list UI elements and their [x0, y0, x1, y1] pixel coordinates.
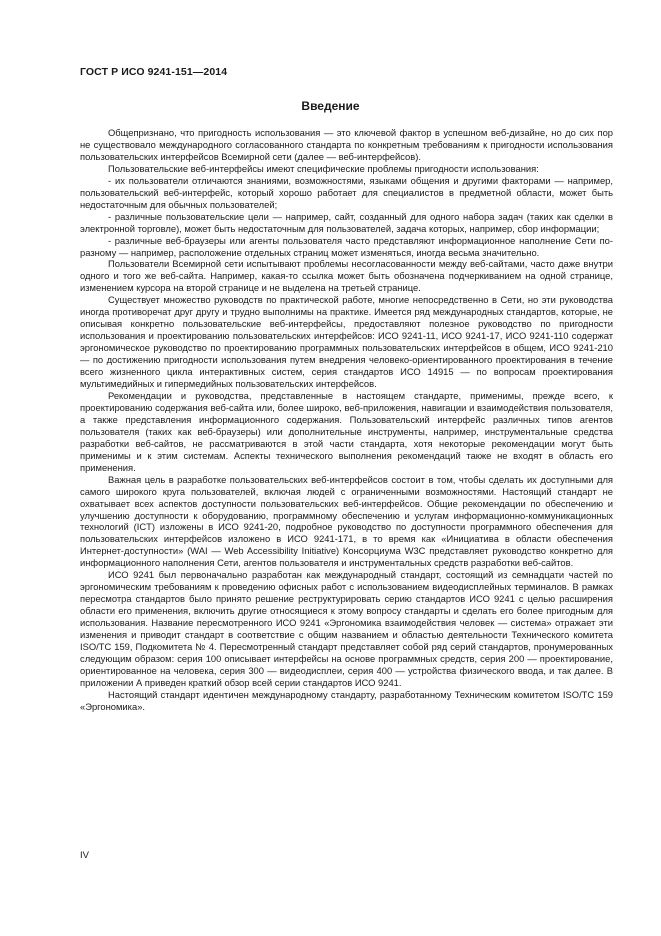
paragraph: Пользовательские веб-интерфейсы имеют специфические проблемы пригодности использования:	[108, 162, 539, 174]
paragraph: ИСО 9241 был первоначально разработан как международный стандарт, состоящий из семнадцати частей по эргономическим требованиям к проведению офисных работ с использованием видеодисплейных терминалов. В рамках пересмотра стандартов было принято решение реструктурировать серию стандартов ИСО 9241 с целью расширения области его применения, включить другие относящиеся к этому вопросу стандарты и сделать его более пригодным для использования. Название пересмотренного ИСО 9241 «Эргономика взаимодействия человек — система» отражает эти изменения и приводит стандарт в соответствие с общим названием и областью деятельности Технического комитета ISO/TC 159, Подкомитета № 4. Пересмотренный стандарт представляет собой ряд серий стандартов, пронумерованных следующим образом: серия 100 описывает интерфейсы на основе программных средств, серия 200 — проектирование, ориентированное на человека, серия 300 — видеодисплеи, серия 400 — устройства физического ввода, и так далее. В приложении А приведен краткий обзор всей серии стандартов ИСО 9241.	[80, 569, 613, 688]
list-item: - различные пользовательские цели — например, сайт, созданный для одного набора задач (таких как сделки в электронной торговле), может быть недостаточным для пользователей, задача которых, например, сбор информации;	[80, 210, 613, 234]
page-number: IV	[80, 850, 89, 861]
paragraph: Важная цель в разработке пользовательских веб-интерфейсов состоит в том, чтобы сделать их доступными для самого широкого круга пользователей, включая людей с ограниченными возможностями. Настоящий стандарт не охватывает всех аспектов доступности пользовательских веб-интерфейсов. Общие рекомендации по обеспечению и улучшению доступности к оборудованию, программному обеспечению и услугам информационно-коммуникационных технологий (ICT) изложены в ИСО 9241-20, подробное руководство по доступности программного обеспечения для пользовательских интерфейсов изложено в ИСО 9241-171, в то время как «Инициатива в области обеспечения Интернет-доступности» (WAI — Web Accessibility Initiative) Консорциума W3C представляет руководство конкретно для информационного наполнения Сети, агентов пользователя и инструментальных средств разработки веб-сайтов.	[80, 473, 613, 569]
list-item: - их пользователи отличаются знаниями, возможностями, языками общения и другими факторами — например, пользовательский веб-интерфейс, который хорошо работает для специалистов в предметной области, может быть недостаточным для обычных пользователей;	[80, 174, 613, 210]
section-title: Введение	[301, 99, 360, 113]
paragraph: Настоящий стандарт идентичен международному стандарту, разработанному Техническим комитетом ISO/TC 159 «Эргономика».	[80, 688, 613, 712]
paragraph: Пользователи Всемирной сети испытывают проблемы несогласованности между веб-сайтами, часто даже внутри одного и того же веб-сайта. Например, какая-то ссылка может быть обозначена подчеркиванием на одной странице, изменением курсора на второй странице и не выделена на третьей странице.	[80, 258, 613, 294]
paragraph: Рекомендации и руководства, представленные в настоящем стандарте, применимы, прежде всего, к проектированию содержания веб-сайта или, более широко, веб-приложения, навигации и взаимодействия пользователя, а также представления информационного содержания. Пользовательский интерфейс различных типов агентов пользователя (таких как веб-браузеры) или дополнительные инструменты, например, инструментальные средства разработки веб-сайтов, не рассматриваются в этой части стандарта, хотя некоторые рекомендации могут быть применимы и к этим системам. Аспекты технического выполнения рекомендаций также не входят в область его применения.	[80, 389, 613, 473]
list-item: - различные веб-браузеры или агенты пользователя часто представляют информационное наполнение Сети по-разному — например, расположение отдельных страниц может изменяться, иногда весьма значительно.	[80, 234, 613, 258]
body-text	[80, 127, 613, 713]
paragraph: Общепризнано, что пригодность использования — это ключевой фактор в успешном веб-дизайне, но до сих пор не существовало международного согласованного стандарта по конкретным требованиям к пригодности использования пользовательских интерфейсов Всемирной сети (далее — веб-интерфейсов).	[80, 127, 613, 162]
paragraph: Существует множество руководств по практической работе, многие непосредственно в Сети, но эти руководства иногда противоречат друг другу и трудно выполнимы на практике. Имеется ряд международных стандартов, которые, не описывая конкретно пользовательские веб-интерфейсы, предоставляют полезное руководство по пригодности использования и проектированию пользовательских интерфейсов: ИСО 9241-11, ИСО 9241-17, ИСО 9241-110 содержат эргономическое руководство по проектированию программных пользовательских интерфейсов в общем, ИСО 9241-210 — по достижению пригодности использования путем внедрения человеко-ориентированного проектирования в течение всего жизненного цикла интерактивных систем, серия стандартов ИСО 14915 — по вопросам проектирования мультимедийных и гипермедийных пользовательских интерфейсов.	[80, 294, 613, 390]
standard-designation: ГОСТ Р ИСО 9241-151—2014	[80, 66, 228, 78]
